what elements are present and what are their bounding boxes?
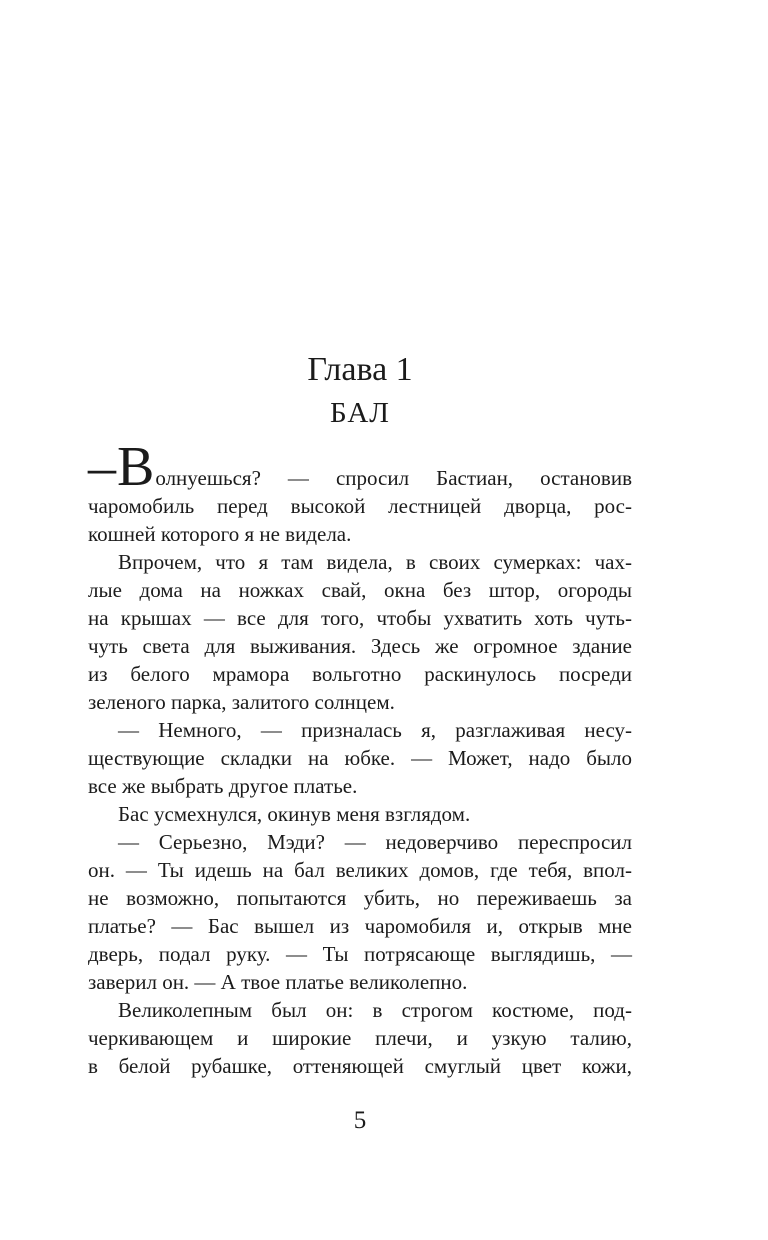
text-line: Впрочем, что я там видела, в своих сумерках: чах- <box>118 550 632 574</box>
text-line: он. — Ты идешь на бал великих домов, где тебя, впол- <box>88 858 632 882</box>
chapter-subtitle: БАЛ <box>330 397 390 429</box>
text-line: чаромобиль перед высокой лестницей дворца, рос- <box>88 494 632 518</box>
drop-cap-initial: –В <box>88 436 156 498</box>
text-line: — Серьезно, Мэди? — недоверчиво переспросил <box>118 830 632 854</box>
text-line: чуть света для выживания. Здесь же огромное здание <box>88 634 632 658</box>
text-line: ществующие складки на юбке. — Может, надо было <box>88 746 632 770</box>
paragraph <box>88 716 632 800</box>
text-line: все же выбрать другое платье. <box>88 774 358 798</box>
text-line: лые дома на ножках свай, окна без штор, огороды <box>88 578 632 602</box>
text-line: дверь, подал руку. — Ты потрясающе выглядишь, — <box>88 942 632 966</box>
text-line: из белого мрамора вольготно раскинулось посреди <box>88 662 632 686</box>
paragraph <box>88 828 632 996</box>
text-line: заверил он. — А твое платье великолепно. <box>88 970 468 994</box>
text-line: Великолепным был он: в строгом костюме, под- <box>118 998 632 1022</box>
text-line: Бас усмехнулся, окинув меня взглядом. <box>118 802 471 826</box>
text-line: черкивающем и широкие плечи, и узкую талию, <box>88 1026 632 1050</box>
paragraph <box>88 436 632 548</box>
text-line: — Немного, — призналась я, разглаживая несу- <box>118 718 632 742</box>
page-number: 5 <box>353 1107 367 1134</box>
text-line: кошней которого я не видела. <box>88 522 352 546</box>
paragraph <box>88 548 632 716</box>
paragraph <box>88 800 632 828</box>
text-line: зеленого парка, залитого солнцем. <box>88 690 395 714</box>
text-line: платье? — Бас вышел из чаромобиля и, открыв мне <box>88 914 632 938</box>
paragraph <box>88 996 632 1080</box>
text-line: не возможно, попытаются убить, но переживаешь за <box>88 886 632 910</box>
text-line-fragment: олнуешься? — спросил Бастиан, остановив <box>155 466 632 490</box>
chapter-title: Глава 1 <box>307 351 413 388</box>
body-text <box>88 436 632 1080</box>
text-line: в белой рубашке, оттеняющей смуглый цвет кожи, <box>88 1054 632 1078</box>
text-line: на крышах — все для того, чтобы ухватить хоть чуть- <box>88 606 632 630</box>
text-line <box>88 436 632 498</box>
